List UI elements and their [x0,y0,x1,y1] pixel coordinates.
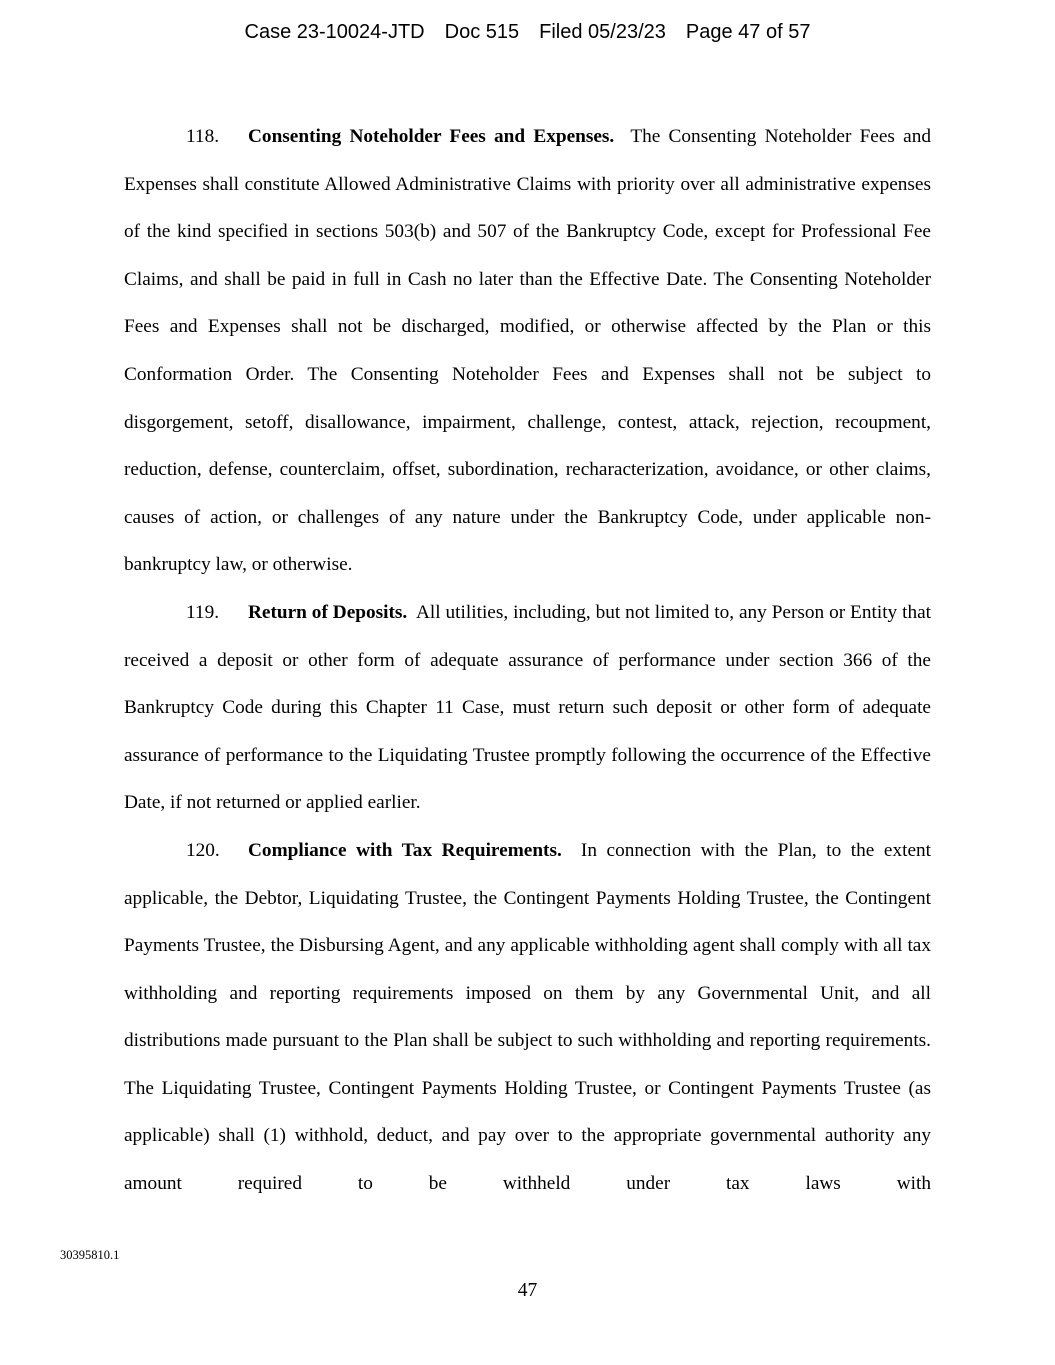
paragraph-text: In connection with the Plan, to the extent applicable, the Debtor, Liquidating Trustee, the Contingent Payments Holding Trustee, the Contingent Payments Trustee, the Disbursing Agent, and any applicable withholding agent shall comply with all tax withholding and reporting requirements imposed on them by any Governmental Unit, and all distributions made pursuant to the Plan shall be subject to such withholding and reporting requirements. The Liquidating Trustee, Contingent Payments Holding Trustee, or Contingent Payments Trustee (as applicable) shall (1) withhold, deduct, and pay over to the appropriate governmental authority any amount required to be withheld under tax laws with [124,839,932,1195]
paragraph-text: The Consenting Noteholder Fees and Expenses shall constitute Allowed Administrative Claims with priority over all administrative expenses of the kind specified in sections 503(b) and 507 of the Bankruptcy Code, except for Professional Fee Claims, and shall be paid in full in Cash no later than the Effective Date. The Consenting Noteholder Fees and Expenses shall not be discharged, modified, or otherwise affected by the Plan or this Conformation Order. The Consenting Noteholder Fees and Expenses shall not be subject to disgorgement, setoff, disallowance, impairment, challenge, contest, attack, rejection, recoupment, reduction, defense, counterclaim, offset, subordination, recharacterization, avoidance, or other claims, causes of action, or challenges of any nature under the Bankruptcy Code, under applicable non-bankruptcy law, or otherwise. [124,126,931,576]
paragraph-heading: Return of Deposits. [248,601,408,623]
case-header [0,19,1055,45]
paragraph-heading: Consenting Noteholder Fees and Expenses. [248,126,615,147]
paragraph-119 [124,589,931,827]
paragraph-118 [124,113,931,589]
case-number: Case 23-10024-JTD [244,21,425,43]
paragraph-number: 120. [186,839,220,861]
page-of-total: Page 47 of 57 [685,21,811,43]
paragraph-text: All utilities, including, but not limited to, any Person or Entity that received a deposit or other form of adequate assurance of performance under section 366 of the Bankruptcy Code during this Chapter 11 Case, must return such deposit or other form of adequate assurance of performance to the Liquidating Trustee promptly following the occurrence of the Effective Date, if not returned or applied earlier. [124,601,932,814]
paragraph-120 [124,827,931,1208]
page-number: 47 [517,1280,538,1301]
document-body [124,113,931,1208]
doc-number: Doc 515 [444,21,520,43]
filed-date: Filed 05/23/23 [539,21,666,43]
document-id: 30395810.1 [60,1248,120,1262]
paragraph-heading: Compliance with Tax Requirements. [248,839,562,861]
paragraph-number: 119. [186,601,220,623]
paragraph-number: 118. [186,126,220,147]
